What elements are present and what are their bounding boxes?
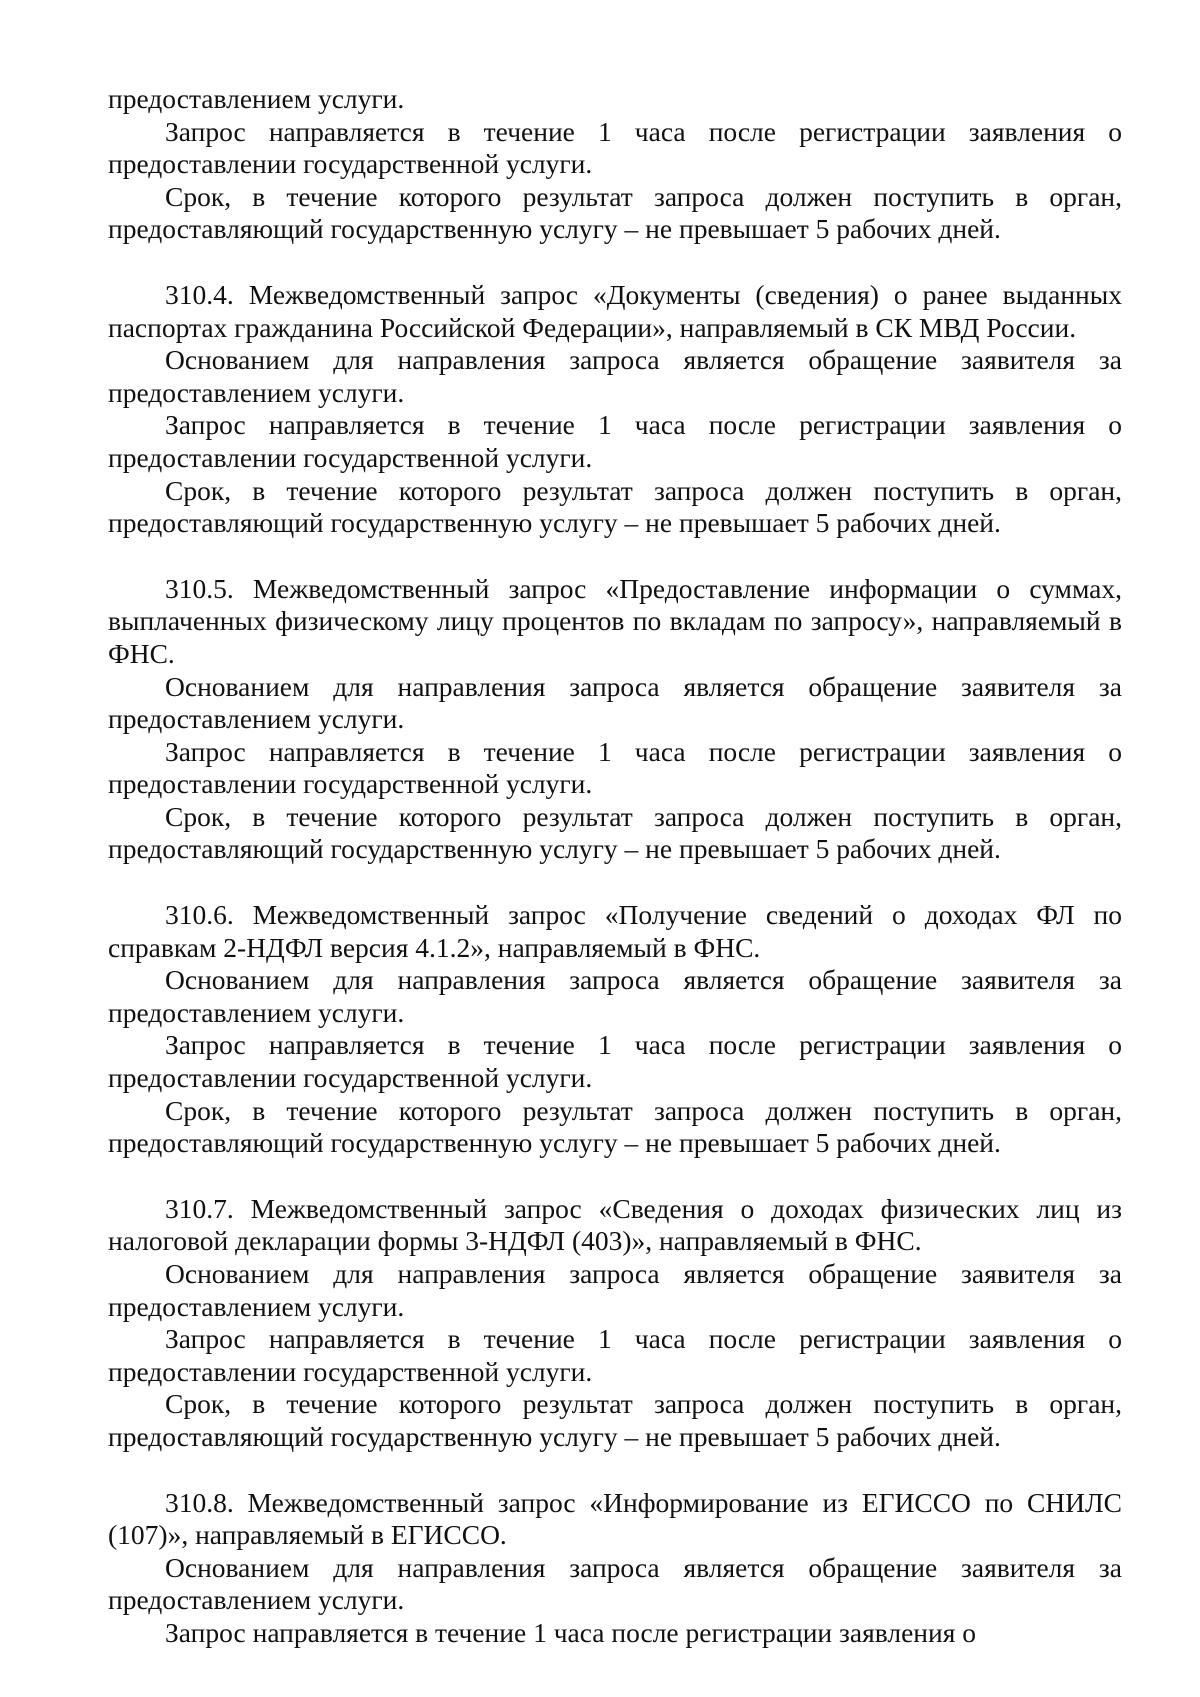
continued-paragraph: предоставлением услуги. [108, 83, 405, 114]
section-heading: 310.5. Межведомственный запрос «Предоставление информации о суммах, выплаченных физическому лицу процентов по вкладам по запросу», направляемый в ФНС. [108, 572, 1122, 669]
request-timing-paragraph: Запрос направляется в течение 1 часа после регистрации заявления о предоставлении государственной услуги. [108, 115, 1122, 180]
document-body [108, 83, 1122, 1650]
request-basis-paragraph: Основанием для направления запроса является обращение заявителя за предоставлением услуги. [108, 1258, 1122, 1322]
section-310-7 [108, 1193, 1122, 1454]
request-basis-paragraph: Основанием для направления запроса является обращение заявителя за предоставлением услуги. [108, 964, 1122, 1028]
section-heading: 310.4. Межведомственный запрос «Документы (сведения) о ранее выданных паспортах гражданина Российской Федерации», направляемый в СК МВД России. [108, 278, 1122, 343]
request-timing-paragraph: Запрос направляется в течение 1 часа после регистрации заявления о предоставлении государственной услуги. [108, 409, 1122, 473]
request-basis-paragraph: Основанием для направления запроса является обращение заявителя за предоставлением услуги. [108, 670, 1122, 735]
response-deadline-paragraph: Срок, в течение которого результат запроса должен поступить в орган, предоставляющий государственную услугу – не превышает 5 рабочих дней. [108, 1094, 1122, 1159]
section-heading: 310.8. Межведомственный запрос «Информирование из ЕГИССО по СНИЛС (107)», направляемый в ЕГИССО. [108, 1486, 1122, 1551]
request-basis-paragraph: Основанием для направления запроса является обращение заявителя за предоставлением услуги. [108, 344, 1122, 408]
section-310-4 [108, 279, 1122, 540]
response-deadline-paragraph: Срок, в течение которого результат запроса должен поступить в орган, предоставляющий государственную услугу – не превышает 5 рабочих дней. [108, 1388, 1122, 1452]
section-heading: 310.7. Межведомственный запрос «Сведения о доходах физических лиц из налоговой декларации формы 3-НДФЛ (403)», направляемый в ФНС. [108, 1192, 1122, 1257]
section-310-5 [108, 573, 1122, 866]
section-310-6 [108, 899, 1122, 1160]
section-310-8 [108, 1487, 1122, 1650]
request-timing-paragraph: Запрос направляется в течение 1 часа после регистрации заявления о предоставлении государственной услуги. [108, 1029, 1122, 1094]
request-timing-paragraph: Запрос направляется в течение 1 часа после регистрации заявления о предоставлении государственной услуги. [108, 1323, 1122, 1387]
response-deadline-paragraph: Срок, в течение которого результат запроса должен поступить в орган, предоставляющий государственную услугу – не превышает 5 рабочих дней. [108, 800, 1122, 865]
section-heading: 310.6. Межведомственный запрос «Получение сведений о доходах ФЛ по справкам 2-НДФЛ версия 4.1.2», направляемый в ФНС. [108, 899, 1122, 963]
request-timing-paragraph: Запрос направляется в течение 1 часа после регистрации заявления о [165, 1616, 976, 1648]
request-basis-paragraph: Основанием для направления запроса является обращение заявителя за предоставлением услуги. [108, 1551, 1122, 1616]
request-timing-paragraph: Запрос направляется в течение 1 часа после регистрации заявления о предоставлении государственной услуги. [108, 735, 1122, 800]
response-deadline-paragraph: Срок, в течение которого результат запроса должен поступить в орган, предоставляющий государственную услугу – не превышает 5 рабочих дней. [108, 180, 1122, 245]
response-deadline-paragraph: Срок, в течение которого результат запроса должен поступить в орган, предоставляющий государственную услугу – не превышает 5 рабочих дней. [108, 474, 1122, 539]
